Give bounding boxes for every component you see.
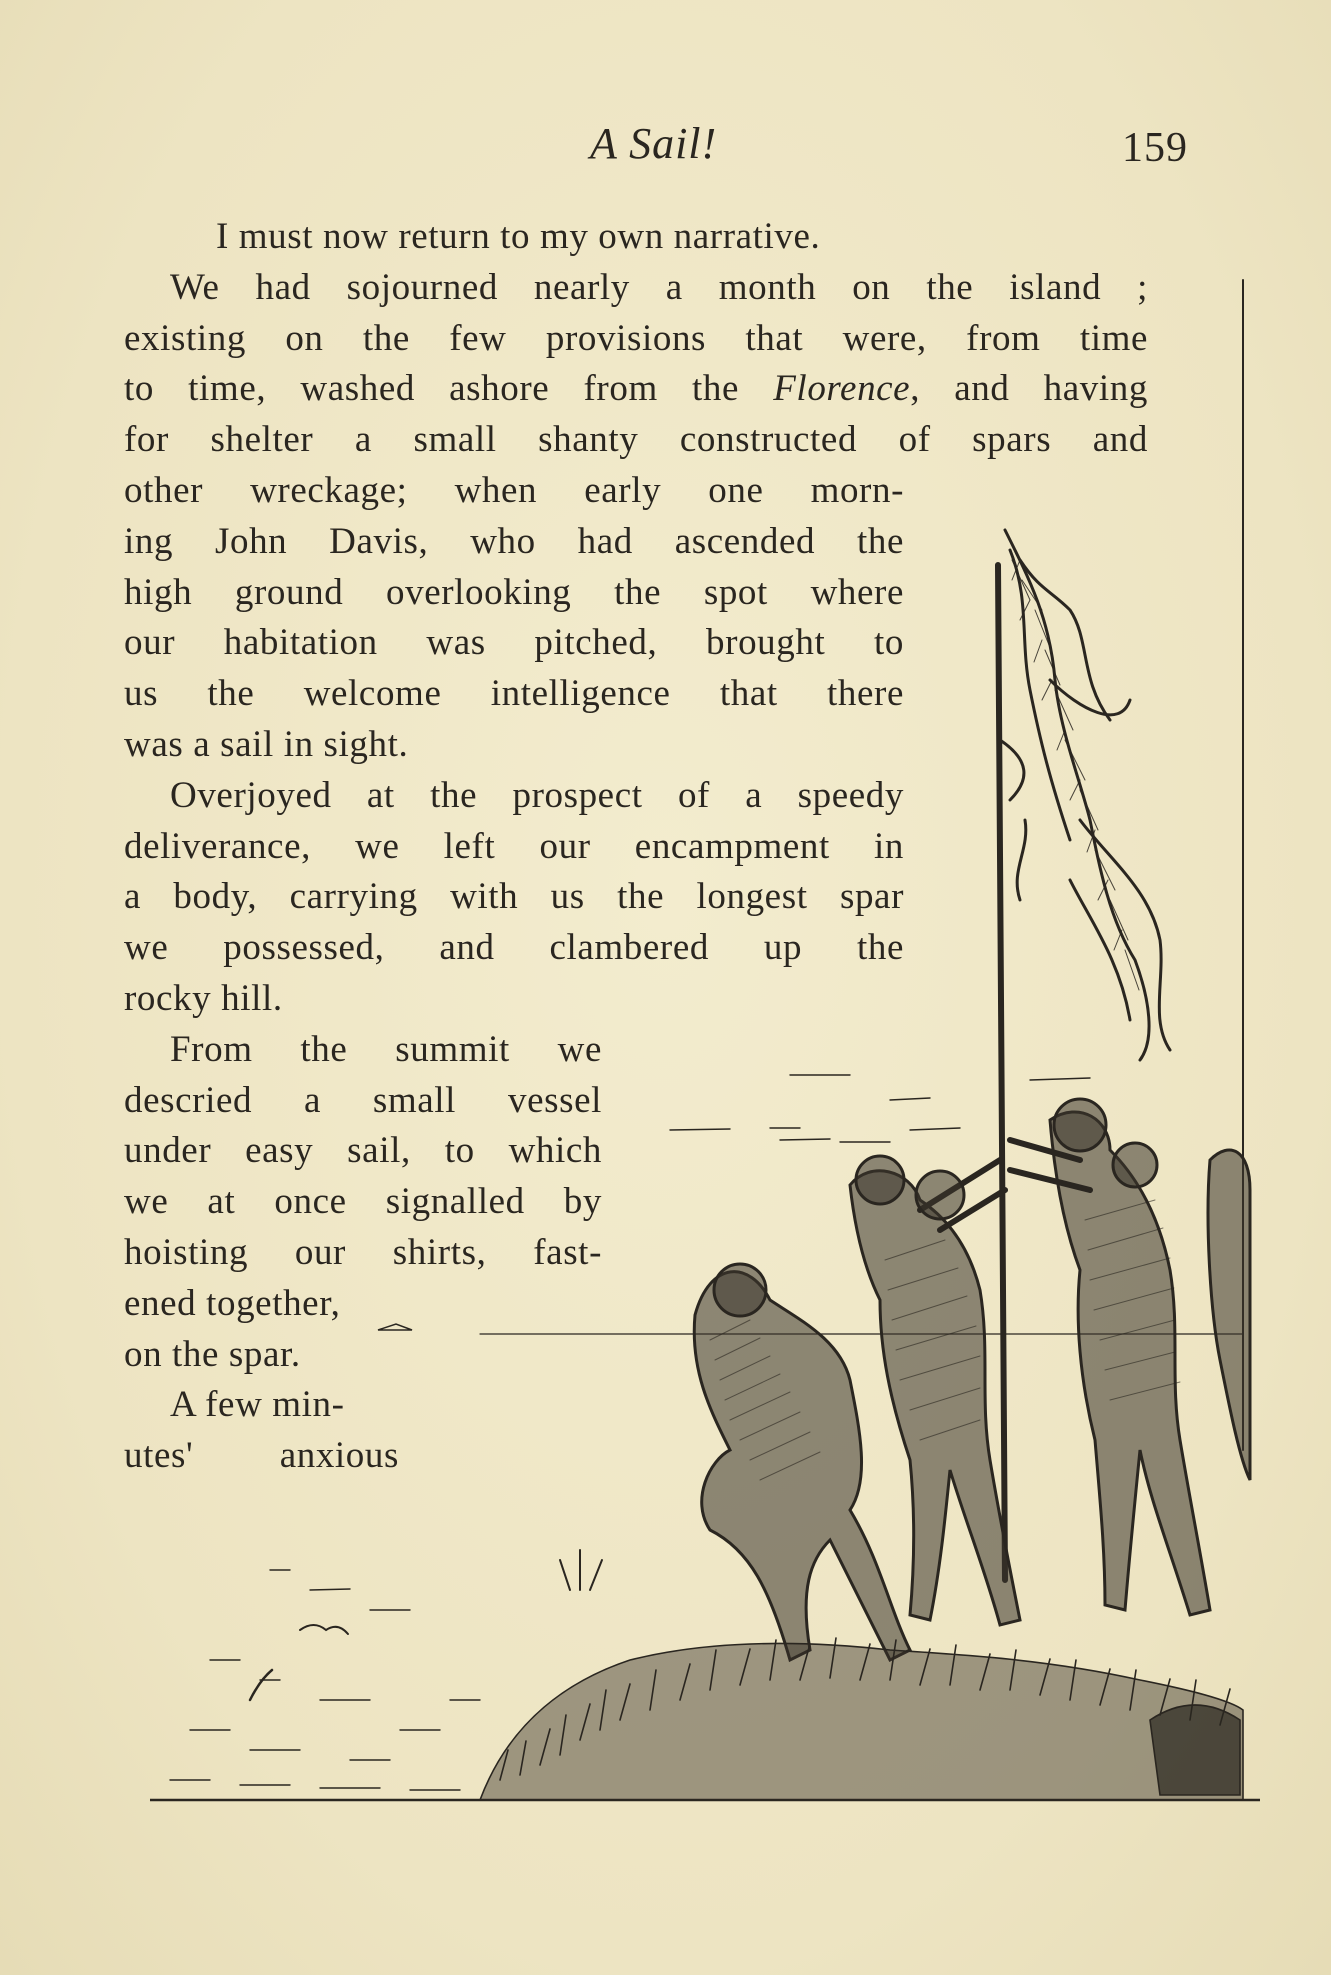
text-line: rocky hill. — [124, 977, 283, 1019]
body-text — [124, 212, 1200, 1482]
text-line: a body, carrying with us the longest spar — [124, 876, 904, 918]
text-line: on the spar. — [124, 1333, 301, 1375]
rock — [1150, 1705, 1240, 1795]
text-line: we possessed, and clambered up the — [124, 927, 904, 969]
text-line: utes' anxious — [124, 1435, 399, 1477]
text-line: ing John Davis, who had ascended the — [124, 520, 904, 562]
text-line: hoisting our shirts, fast- — [124, 1231, 602, 1273]
paragraph-1 — [170, 212, 1200, 263]
paragraph-4 — [124, 1025, 1200, 1482]
paragraph-2 — [124, 263, 1200, 771]
text-line: I must now return to my own narrative. — [216, 216, 821, 257]
text-line: us the welcome intelligence that there — [124, 673, 904, 715]
text-line: was a sail in sight. — [124, 723, 409, 765]
running-head — [0, 118, 1331, 178]
text-line: ened together, — [124, 1282, 341, 1324]
running-title: A Sail! — [590, 119, 718, 168]
page-number: 159 — [1122, 125, 1188, 171]
bird-1 — [300, 1625, 348, 1634]
text-line: We had sojourned nearly a month on the island ; — [170, 266, 1148, 308]
text-line: From the summit we — [170, 1028, 602, 1070]
ship-name: Florence — [773, 368, 911, 410]
text-line: for shelter a small shanty constructed of spars and — [124, 419, 1148, 461]
text-line: other wreckage; when early one morn- — [124, 469, 904, 511]
text-line: A few min- — [170, 1384, 345, 1426]
paragraph-3 — [124, 771, 1200, 1025]
hoisting-figure-3 — [1208, 1150, 1250, 1480]
text-line: Overjoyed at the prospect of a speedy — [170, 774, 904, 816]
text-line: under easy sail, to which — [124, 1130, 602, 1172]
text-line: to time, washed ashore from the Florence, and having — [124, 368, 1148, 410]
text-line: high ground overlooking the spot where — [124, 571, 904, 613]
plant — [560, 1550, 602, 1590]
text-line: descried a small vessel — [124, 1079, 602, 1121]
text-line: existing on the few provisions that were, from time — [124, 317, 1148, 359]
text-line: we at once signalled by — [124, 1181, 602, 1223]
bird-2 — [250, 1670, 272, 1700]
text-line: deliverance, we left our encampment in — [124, 825, 904, 867]
text-line: our habitation was pitched, brought to — [124, 622, 904, 664]
